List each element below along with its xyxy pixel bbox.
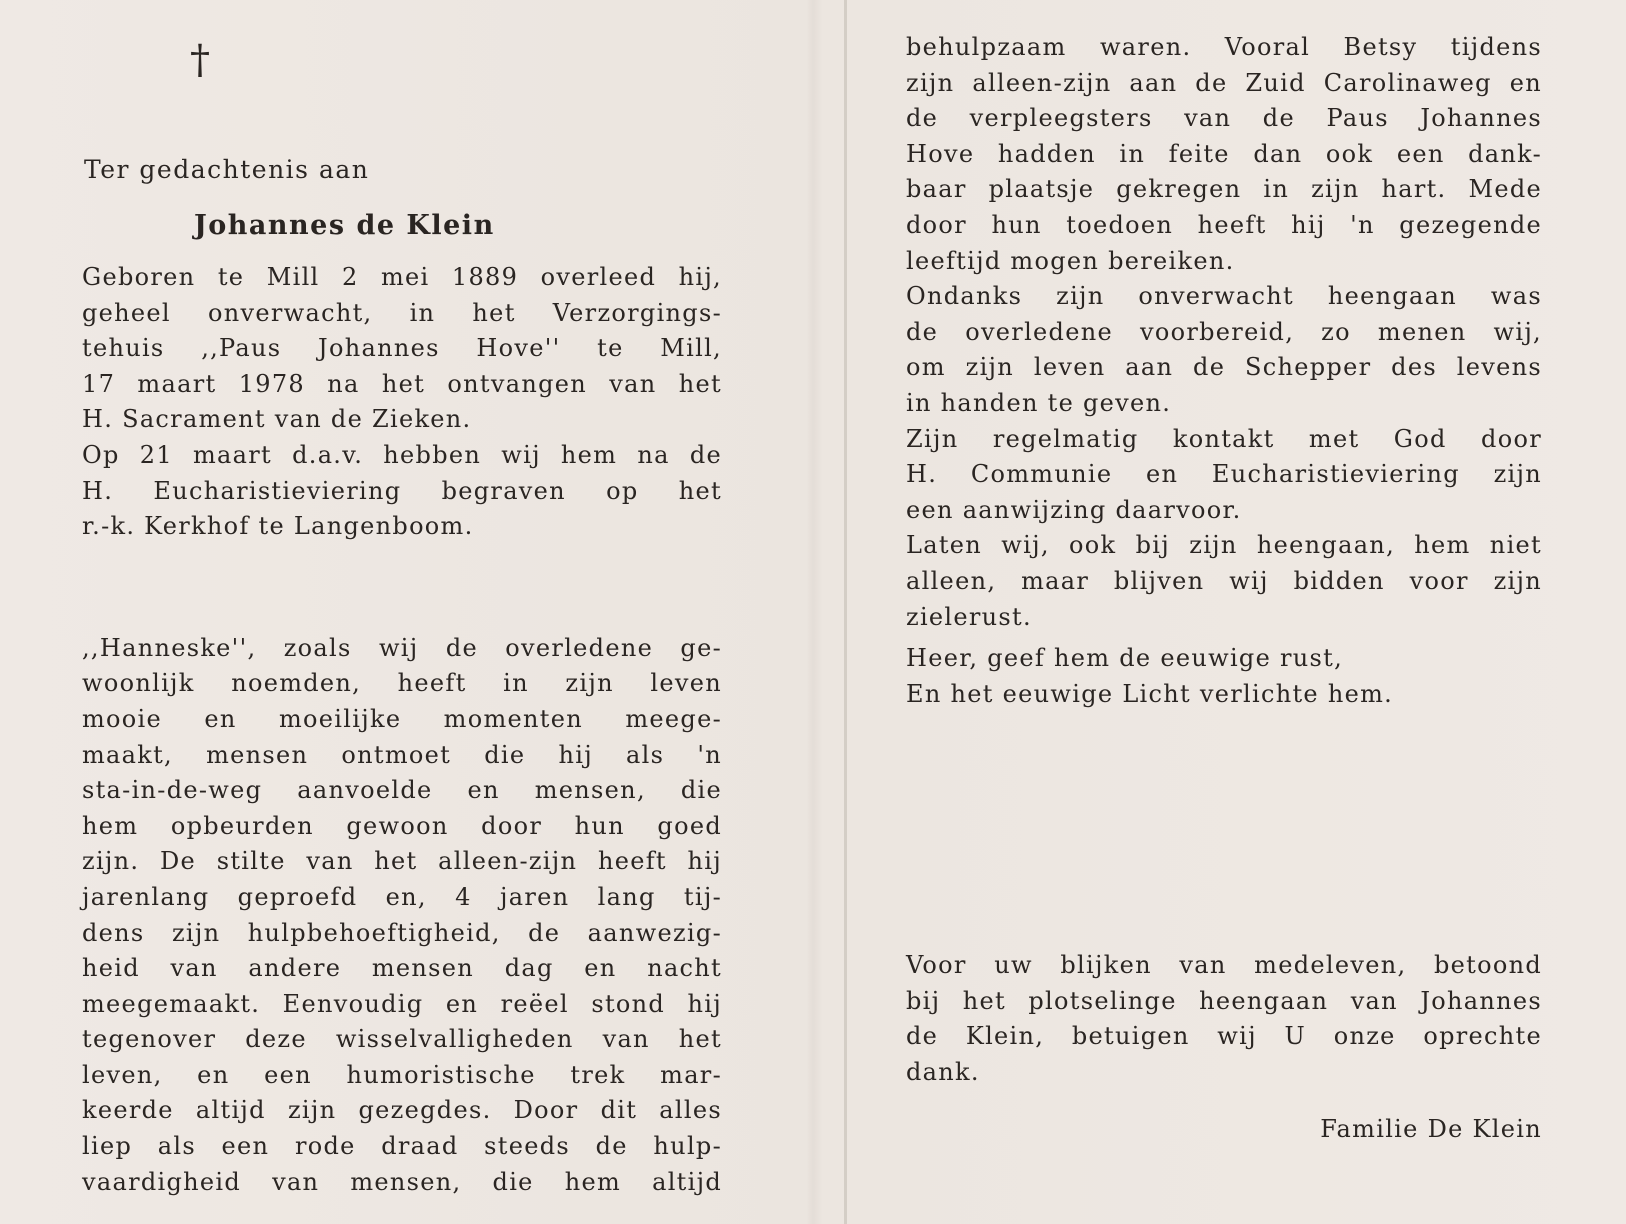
text-line: tegenover deze wisselvalligheden van het <box>82 1025 722 1054</box>
text-line: H. Communie en Eucharistieviering zijn <box>906 460 1542 489</box>
text-line: baar plaatsje gekregen in zijn hart. Mede <box>906 175 1542 204</box>
prayer <box>906 641 1542 712</box>
text-line: hem opbeurden gewoon door hun goed <box>82 811 722 840</box>
text-line: Op 21 maart d.a.v. hebben wij hem na de <box>82 440 722 469</box>
text-line: Heer, geef hem de eeuwige rust, <box>906 644 1344 673</box>
text-line: mooie en moeilijke momenten meege- <box>82 704 722 733</box>
text-line: Zijn regelmatig kontakt met God door <box>906 424 1542 453</box>
text-line: de verpleegsters van de Paus Johannes <box>906 104 1542 133</box>
burial-paragraph <box>82 438 722 545</box>
life-paragraph <box>82 631 722 1201</box>
text-line: Hove hadden in feite dan ook een dank- <box>906 139 1542 168</box>
text-line: ,,Hanneske'', zoals wij de overledene ge- <box>82 633 722 662</box>
text-line: H. Eucharistieviering begraven op het <box>82 476 722 505</box>
text-line: zijn alleen-zijn aan de Zuid Carolinaweg en <box>906 68 1542 97</box>
text-line: maakt, mensen ontmoet die hij als 'n <box>82 740 722 769</box>
text-line: de Klein, betuigen wij U onze oprechte <box>906 1022 1542 1051</box>
text-line: 17 maart 1978 na het ontvangen van het <box>82 369 722 398</box>
prayer-request-paragraph <box>906 528 1542 635</box>
right-panel <box>906 30 1542 1147</box>
life-paragraph-continued <box>906 30 1542 279</box>
text-line: Geboren te Mill 2 mei 1889 overleed hij, <box>82 263 722 291</box>
text-line: leven, en een humoristische trek mar- <box>82 1060 722 1089</box>
text-line: vaardigheid van mensen, die hem altijd <box>82 1167 722 1196</box>
card-fold-line <box>844 0 847 1224</box>
text-line: bij het plotselinge heengaan van Johannes <box>906 986 1542 1015</box>
text-line: alleen, maar blijven wij bidden voor zijn <box>906 566 1542 595</box>
text-line: liep als een rode draad steeds de hulp- <box>82 1132 722 1161</box>
biography-paragraph <box>82 260 722 438</box>
left-panel <box>82 37 722 1200</box>
text-line: een aanwijzing daarvoor. <box>906 495 1242 524</box>
preparation-paragraph <box>906 279 1542 421</box>
text-line: heid van andere mensen dag en nacht <box>82 954 722 983</box>
text-line: jarenlang geproefd en, 4 jaren lang tij- <box>82 882 722 911</box>
deceased-name: Johannes de Klein <box>194 210 495 241</box>
text-line: Ondanks zijn onverwacht heengaan was <box>906 282 1542 311</box>
text-line: zielerust. <box>906 602 1032 631</box>
text-line: door hun toedoen heeft hij 'n gezegende <box>906 210 1542 239</box>
text-line: leeftijd mogen bereiken. <box>906 246 1235 275</box>
text-line: tehuis ,,Paus Johannes Hove'' te Mill, <box>82 334 722 363</box>
text-line: keerde altijd zijn gezegdes. Door dit alles <box>82 1096 722 1125</box>
text-line: zijn. De stilte van het alleen-zijn heeft hij <box>82 847 722 876</box>
text-line: meegemaakt. Eenvoudig en reëel stond hij <box>82 989 722 1018</box>
text-line: in handen te geven. <box>906 388 1172 417</box>
intro-text: Ter gedachtenis aan <box>84 155 370 184</box>
text-line: Voor uw blijken van medeleven, betoond <box>906 951 1542 980</box>
text-line: de overledene voorbereid, zo menen wij, <box>906 317 1542 346</box>
text-line: Laten wij, ook bij zijn heengaan, hem niet <box>906 531 1542 560</box>
text-line: En het eeuwige Licht verlichte hem. <box>906 679 1394 708</box>
text-line: dank. <box>906 1058 980 1087</box>
cross-icon: † <box>190 37 210 83</box>
text-line: woonlijk noemden, heeft in zijn leven <box>82 669 722 698</box>
text-line: H. Sacrament van de Zieken. <box>82 405 472 434</box>
text-line: sta-in-de-weg aanvoelde en mensen, die <box>82 776 722 805</box>
thanks-paragraph <box>906 948 1542 1090</box>
text-line: dens zijn hulpbehoeftigheid, de aanwezig- <box>82 918 722 947</box>
text-line: r.-k. Kerkhof te Langenboom. <box>82 512 474 541</box>
text-line: behulpzaam waren. Vooral Betsy tijdens <box>906 33 1542 61</box>
family-signature: Familie De Klein <box>1320 1114 1542 1143</box>
text-line: om zijn leven aan de Schepper des levens <box>906 353 1542 382</box>
faith-paragraph <box>906 422 1542 529</box>
text-line: geheel onverwacht, in het Verzorgings- <box>82 298 722 327</box>
